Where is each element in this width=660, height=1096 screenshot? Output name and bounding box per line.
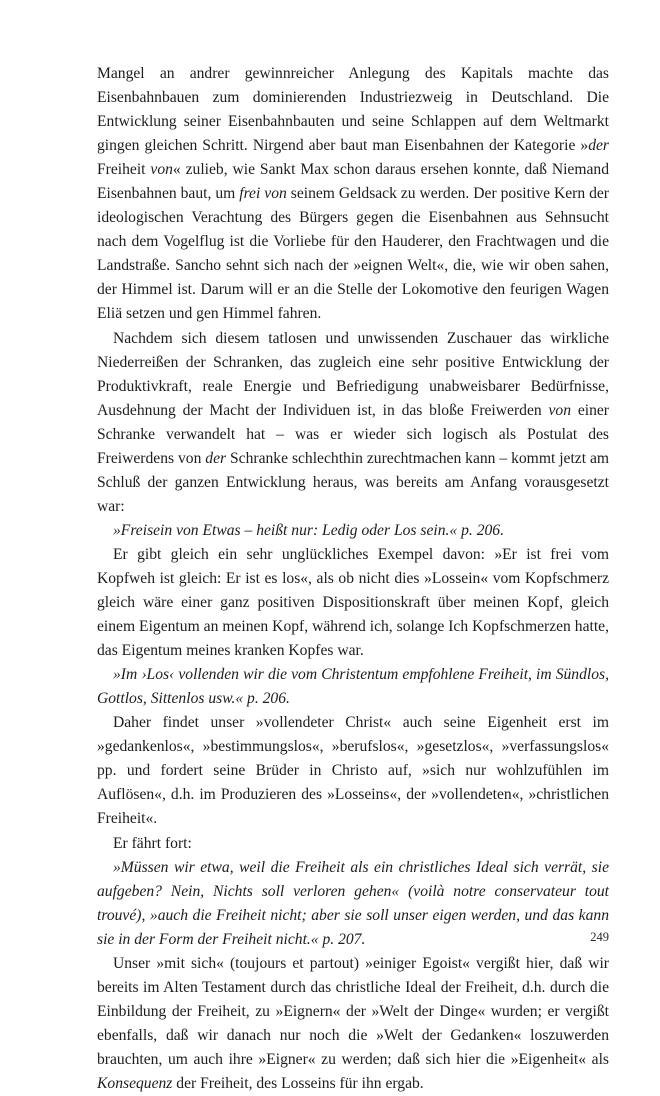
text-run: der Freiheit, des Losseins für ihn ergab. bbox=[172, 1074, 424, 1092]
italic-run: Konsequenz bbox=[97, 1074, 173, 1092]
text-run: Er fährt fort: bbox=[113, 834, 192, 852]
paragraph bbox=[97, 711, 609, 831]
block-quote bbox=[97, 663, 609, 711]
text-run: seinem Geldsack zu werden. Der positive Kern der ideologischen Verachtung des Bürgers gegen die Eisenbahnen aus Sehnsucht nach dem Vogelflug ist die Vorliebe für den Hauderer, den Frachtwagen und die Landstraße. Sancho sehnt sich nach der »eignen Welt«, die, wie wir oben sahen, der Himmel ist. Darum will er an die Stelle der Lokomotive den feurigen Wagen Eliä setzen und gen Himmel fahren. bbox=[97, 185, 609, 323]
text-run: Nachdem sich diesem tatlosen und unwissenden Zuschauer das wirkliche Niederreißen der Schranken, das zugleich eine sehr positive Entwicklung der Produktivkraft, reale Energie und Befriedigung unabweisbarer Bedürfnisse, Ausdehnung der Macht der Individuen ist, in das bloße Freiwerden bbox=[97, 329, 609, 419]
text-run: « zulieb, wie Sankt Max schon daraus ersehen konnte, daß Niemand Eisenbahnen baut, um bbox=[97, 161, 609, 203]
block-quote bbox=[97, 519, 609, 543]
paragraph bbox=[97, 543, 609, 663]
quote-aside: (voilà notre conservateur tout trouvé) bbox=[97, 882, 610, 924]
text-run: Mangel an andrer gewinnreicher Anlegung des Kapitals machte das Eisenbahnbauen zum dominierenden Industriezweig in Deutschland. Die Entwicklung seiner Eisenbahnbauten und seine Schlappen auf dem Weltmarkt gingen gleichen Schritt. Nirgend aber baut man Eisenbahnen der Kategorie » bbox=[97, 65, 609, 155]
italic-run: der bbox=[205, 449, 227, 467]
text-run: Freiheit bbox=[97, 161, 151, 179]
page-body bbox=[97, 62, 609, 1096]
text-run: Schranke schlechthin zurechtmachen kann – kommt jetzt am Schluß der ganzen Entwicklung heraus, was bereits am Anfang vorausgesetzt war: bbox=[97, 449, 609, 515]
text-run: Er gibt gleich ein sehr unglückliches Exempel davon: »Er ist frei vom Kopfweh ist gleich: Er ist es los«, als ob nicht dies »Lossein« vom Kopfschmerz gleich wäre einer ganz positiven Dispositionskraft über meinen Kopf, gleich einem Eigentum an meinen Kopf, während ich, solange Ich Kopfschmerzen hatte, das Eigentum meines kranken Kopfes war. bbox=[97, 545, 609, 660]
italic-run: von bbox=[548, 401, 571, 419]
quote-text: »Müssen wir etwa, weil die Freiheit als ein christliches Ideal sich verrät, sie aufgeben? Nein, Nichts soll verloren gehen« bbox=[97, 858, 609, 900]
paragraph bbox=[97, 832, 609, 856]
italic-run: frei von bbox=[239, 185, 287, 203]
paragraph bbox=[97, 62, 609, 327]
block-quote bbox=[97, 856, 609, 952]
italic-run: von bbox=[150, 161, 173, 179]
text-run: Unser »mit sich« (toujours et partout) »einiger Egoist« vergißt hier, daß wir bereits im Alten Testament durch das christliche Ideal der Freiheit, d.h. durch die Einbildung der Freiheit, zu »Eignern« der »Welt der Dinge« wurden; er vergißt ebenfalls, daß wir danach nur noch die »Welt der Gedanken« loszuwerden brauchten, um auch ihre »Eigner« zu werden; daß sich hier die »Eigenheit« als bbox=[97, 954, 609, 1068]
page-number: 249 bbox=[590, 930, 609, 944]
paragraph bbox=[97, 327, 609, 519]
quote-text: »Freisein von Etwas – heißt nur: Ledig oder Los sein.« p. 206. bbox=[113, 521, 504, 539]
quote-text: »Im ›Los‹ vollenden wir die vom Christentum empfohlene Freiheit, im Sündlos, Gottlos, Sittenlos usw.« p. 206. bbox=[97, 666, 609, 708]
text-run: Daher findet unser »vollendeter Christ« auch seine Eigenheit erst im »gedankenlos«, »bestimmungslos«, »berufslos«, »gesetzlos«, »verfassungslos« pp. und fordert seine Brüder in Christo auf, »sich nur wohlzufühlen im Auflösen«, d.h. im Produzieren des »Losseins«, der »vollendeten«, »christlichen Freiheit«. bbox=[97, 714, 609, 828]
text-run: einer Schranke verwandelt hat – was er wieder sich logisch als Postulat des Freiwerdens von bbox=[97, 401, 609, 467]
paragraph bbox=[97, 952, 609, 1096]
quote-text: , »auch die Freiheit nicht; aber sie soll unser eigen werden, und das kann sie in der Form der Freiheit nicht.« p. 207. bbox=[97, 906, 609, 948]
italic-run: der bbox=[588, 137, 609, 155]
